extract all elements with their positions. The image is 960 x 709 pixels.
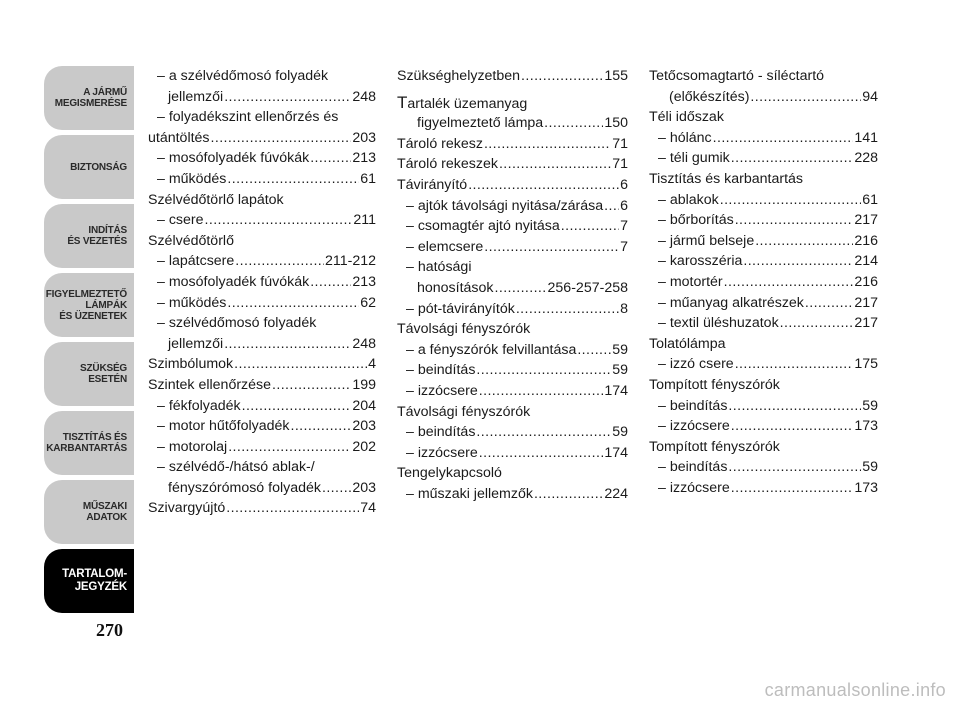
index-subentry[interactable] bbox=[148, 169, 376, 190]
index-subentry[interactable] bbox=[397, 360, 628, 381]
index-subentry[interactable] bbox=[649, 354, 878, 375]
index-subentry[interactable] bbox=[649, 128, 878, 149]
entry-text: (előkészítés) bbox=[669, 88, 750, 105]
entry-text: – fékfolyadék bbox=[157, 397, 241, 414]
index-subentry[interactable] bbox=[397, 299, 628, 320]
entry-text: Szélvédőtörlő lapátok bbox=[148, 191, 284, 208]
entry-text-rest: artalék üzemanyag bbox=[407, 95, 528, 112]
dot-leader bbox=[731, 416, 854, 437]
page-reference[interactable]: 61 bbox=[862, 191, 878, 208]
page-reference[interactable]: 214 bbox=[854, 253, 878, 270]
entry-text: honosítások bbox=[417, 279, 494, 296]
dot-leader bbox=[310, 272, 351, 293]
dot-leader bbox=[720, 190, 861, 211]
page-reference[interactable]: 155 bbox=[604, 68, 628, 84]
page-reference[interactable]: 7 bbox=[620, 238, 628, 255]
dot-leader bbox=[577, 340, 611, 361]
entry-text: – hatósági bbox=[406, 259, 472, 276]
dot-leader bbox=[534, 484, 603, 505]
page-reference[interactable]: 202 bbox=[352, 438, 376, 455]
index-subentry[interactable] bbox=[148, 87, 376, 108]
index-subentry[interactable] bbox=[148, 416, 376, 437]
index-subentry[interactable] bbox=[148, 272, 376, 293]
entry-text: – izzócsere bbox=[406, 444, 478, 461]
page-reference[interactable]: 8 bbox=[620, 300, 628, 317]
dot-leader bbox=[476, 360, 611, 381]
page-reference[interactable]: 4 bbox=[368, 356, 376, 373]
entry-text: Tetőcsomagtartó - síléctartó bbox=[649, 68, 825, 84]
page-reference[interactable]: 213 bbox=[352, 150, 376, 167]
dot-leader bbox=[235, 251, 324, 272]
index-subentry[interactable] bbox=[397, 340, 628, 361]
entry-text: jellemzői bbox=[168, 335, 224, 352]
index-subentry[interactable] bbox=[148, 293, 376, 314]
index-entry bbox=[649, 375, 878, 396]
index-subentry[interactable] bbox=[397, 381, 628, 402]
entry-text: utántöltés bbox=[148, 129, 210, 146]
entry-text: – motor hűtőfolyadék bbox=[157, 418, 290, 435]
dot-leader bbox=[272, 375, 351, 396]
index-entry[interactable] bbox=[397, 175, 628, 196]
index-subentry[interactable] bbox=[649, 313, 878, 334]
entry-text: Szükséghelyzetben bbox=[397, 68, 521, 84]
index-subentry[interactable] bbox=[649, 231, 878, 252]
index-subentry bbox=[148, 313, 376, 334]
index-subentry bbox=[148, 66, 376, 87]
entry-text: – beindítás bbox=[406, 362, 476, 379]
entry-text: – a fényszórók felvillantása bbox=[406, 341, 577, 358]
dot-leader bbox=[735, 210, 854, 231]
page-reference[interactable]: 61 bbox=[360, 170, 376, 187]
entry-text: – műszaki jellemzők bbox=[406, 485, 533, 502]
index-entry bbox=[397, 402, 628, 423]
dot-leader bbox=[755, 231, 853, 252]
index-subentry[interactable] bbox=[649, 478, 878, 499]
entry-text: Tisztítás és karbantartás bbox=[649, 170, 804, 187]
index-entry bbox=[649, 107, 878, 128]
page-reference[interactable]: 74 bbox=[360, 500, 376, 517]
entry-text: – téli gumik bbox=[658, 150, 730, 167]
dot-leader bbox=[224, 87, 351, 108]
dot-leader bbox=[731, 478, 854, 499]
index-subentry[interactable] bbox=[397, 237, 628, 258]
entry-text: Távirányító bbox=[397, 176, 468, 193]
dot-leader bbox=[211, 128, 352, 149]
dot-leader bbox=[713, 128, 854, 149]
index-subentry[interactable] bbox=[649, 148, 878, 169]
dot-leader bbox=[750, 87, 861, 108]
page-reference[interactable]: 59 bbox=[612, 341, 628, 358]
entry-text: – beindítás bbox=[658, 459, 728, 476]
dot-leader bbox=[227, 169, 359, 190]
page-reference[interactable]: 62 bbox=[360, 294, 376, 311]
index-subentry[interactable] bbox=[148, 478, 376, 499]
dot-leader bbox=[805, 293, 853, 314]
page-reference[interactable]: 59 bbox=[612, 424, 628, 441]
page-reference[interactable]: 217 bbox=[854, 315, 878, 332]
index-subentry[interactable] bbox=[397, 278, 628, 299]
dot-leader bbox=[228, 437, 351, 458]
page-reference[interactable]: 94 bbox=[862, 88, 878, 105]
index-entry[interactable] bbox=[397, 66, 628, 87]
index-subentry[interactable] bbox=[649, 87, 878, 108]
entry-text: Távolsági fényszórók bbox=[397, 321, 531, 338]
index-column-3 bbox=[649, 66, 878, 498]
index-subentry[interactable] bbox=[649, 396, 878, 417]
dot-leader bbox=[224, 334, 351, 355]
dot-leader bbox=[743, 251, 853, 272]
entry-text: – bőrborítás bbox=[658, 212, 734, 229]
entry-text: – a szélvédőmosó folyadék bbox=[157, 68, 329, 84]
dot-leader bbox=[291, 416, 352, 437]
dot-leader bbox=[310, 148, 351, 169]
index-subentry[interactable] bbox=[148, 210, 376, 231]
dot-leader bbox=[735, 354, 854, 375]
entry-text: – hólánc bbox=[658, 129, 712, 146]
index-entry bbox=[649, 334, 878, 355]
page-reference[interactable]: 213 bbox=[352, 273, 376, 290]
dot-leader bbox=[780, 313, 854, 334]
index-column-1 bbox=[148, 66, 376, 519]
page-number: 270 bbox=[96, 620, 123, 640]
entry-text: Szélvédőtörlő bbox=[148, 232, 234, 249]
dot-leader bbox=[728, 396, 861, 417]
page-reference[interactable]: 59 bbox=[862, 397, 878, 414]
entry-text: – lapátcsere bbox=[157, 253, 235, 270]
page-reference[interactable]: 175 bbox=[854, 356, 878, 373]
entry-text: Tároló rekesz bbox=[397, 135, 483, 152]
page-reference[interactable]: 256-257-258 bbox=[547, 279, 628, 296]
index-column-2 bbox=[397, 66, 628, 504]
tab-muszaki-adatok[interactable]: MŰSZAKI ADATOK bbox=[44, 480, 134, 544]
entry-text: Távolsági fényszórók bbox=[397, 403, 531, 420]
page-reference[interactable]: 174 bbox=[604, 444, 628, 461]
page-reference[interactable]: 203 bbox=[352, 479, 376, 496]
tab-figyelmezteto-lampak[interactable]: FIGYELMEZTETŐ LÁMPÁK ÉS ÜZENETEK bbox=[44, 273, 134, 337]
index-subentry[interactable] bbox=[397, 113, 628, 134]
entry-text: Tengelykapcsoló bbox=[397, 465, 502, 482]
index-subentry[interactable] bbox=[148, 334, 376, 355]
index-entry[interactable] bbox=[397, 134, 628, 155]
dot-leader bbox=[242, 396, 352, 417]
index-subentry[interactable] bbox=[148, 396, 376, 417]
dot-leader bbox=[234, 354, 367, 375]
index-entry bbox=[397, 93, 628, 114]
page-reference[interactable]: 217 bbox=[854, 212, 878, 229]
entry-text: – szélvédő-/hátsó ablak-/ bbox=[157, 459, 315, 476]
page-reference[interactable]: 59 bbox=[862, 459, 878, 476]
page-reference[interactable]: 217 bbox=[854, 294, 878, 311]
page-reference[interactable]: 204 bbox=[352, 397, 376, 414]
index-subentry[interactable] bbox=[649, 210, 878, 231]
index-subentry[interactable] bbox=[649, 293, 878, 314]
entry-text: – jármű belseje bbox=[658, 232, 755, 249]
page-reference[interactable]: 228 bbox=[854, 150, 878, 167]
dot-leader bbox=[322, 478, 351, 499]
index-subentry[interactable] bbox=[148, 128, 376, 149]
entry-text: – beindítás bbox=[658, 397, 728, 414]
index-subentry[interactable] bbox=[397, 196, 628, 217]
tab-szukseg-eseten[interactable]: SZÜKSÉG ESETÉN bbox=[44, 342, 134, 406]
tab-inditas-es-vezetes[interactable]: INDÍTÁS ÉS VEZETÉS bbox=[44, 204, 134, 268]
index-subentry[interactable] bbox=[397, 216, 628, 237]
entry-text: Tompított fényszórók bbox=[649, 438, 780, 455]
entry-text: Szintek ellenőrzése bbox=[148, 376, 272, 393]
dot-leader bbox=[516, 299, 619, 320]
page-reference[interactable]: 59 bbox=[612, 362, 628, 379]
page-reference[interactable]: 173 bbox=[854, 418, 878, 435]
page-reference[interactable]: 6 bbox=[620, 176, 628, 193]
entry-text: – izzócsere bbox=[658, 418, 730, 435]
page-reference[interactable]: 203 bbox=[352, 129, 376, 146]
dot-leader bbox=[731, 148, 854, 169]
dot-leader bbox=[724, 272, 854, 293]
dot-leader bbox=[728, 457, 861, 478]
index-subentry[interactable] bbox=[397, 443, 628, 464]
index-subentry[interactable] bbox=[649, 251, 878, 272]
entry-text: – műanyag alkatrészek bbox=[658, 294, 804, 311]
entry-text: Tolatólámpa bbox=[649, 335, 726, 352]
entry-text: – motortér bbox=[658, 273, 723, 290]
index-subentry[interactable] bbox=[148, 437, 376, 458]
index-subentry[interactable] bbox=[649, 416, 878, 437]
dot-leader bbox=[227, 293, 359, 314]
index-subentry[interactable] bbox=[649, 190, 878, 211]
index-entry bbox=[148, 190, 376, 211]
dot-leader bbox=[479, 443, 604, 464]
dot-leader bbox=[544, 113, 603, 134]
entry-text: – ajtók távolsági nyitása/zárása bbox=[406, 197, 604, 214]
page-reference[interactable]: 173 bbox=[854, 479, 878, 496]
dot-leader bbox=[468, 175, 619, 196]
index-subentry[interactable] bbox=[649, 457, 878, 478]
page-reference[interactable]: 211-212 bbox=[324, 253, 376, 270]
index-subentry[interactable] bbox=[148, 251, 376, 272]
dot-leader bbox=[499, 154, 611, 175]
index-subentry[interactable] bbox=[397, 422, 628, 443]
index-subentry bbox=[148, 107, 376, 128]
entry-text: – mosófolyadék fúvókák bbox=[157, 273, 310, 290]
entry-text: Tompított fényszórók bbox=[649, 376, 780, 393]
entry-text: – mosófolyadék fúvókák bbox=[157, 150, 310, 167]
entry-text: Téli időszak bbox=[649, 109, 724, 126]
page-reference[interactable]: 71 bbox=[612, 135, 628, 152]
index-entry[interactable] bbox=[148, 498, 376, 519]
entry-text: figyelmeztető lámpa bbox=[417, 115, 544, 132]
entry-text: – izzócsere bbox=[658, 479, 730, 496]
page-reference[interactable]: 211 bbox=[353, 212, 376, 229]
entry-text: Szivargyújtó bbox=[148, 500, 226, 517]
entry-text: – karosszéria bbox=[658, 253, 743, 270]
dot-leader bbox=[484, 237, 619, 258]
index-subentry[interactable] bbox=[649, 272, 878, 293]
entry-text bbox=[397, 93, 527, 115]
tab-biztonsag[interactable]: BIZTONSÁG bbox=[44, 135, 134, 199]
entry-text: – szélvédőmosó folyadék bbox=[157, 315, 317, 332]
dot-leader bbox=[205, 210, 353, 231]
entry-text: – csomagtér ajtó nyitása bbox=[406, 218, 560, 235]
page-reference[interactable]: 224 bbox=[604, 485, 628, 502]
tab-tisztitas-es-karbantartas[interactable]: TISZTÍTÁS ÉS KARBANTARTÁS bbox=[44, 411, 134, 475]
entry-text: – működés bbox=[157, 170, 227, 187]
page-reference[interactable]: 216 bbox=[854, 273, 878, 290]
entry-text: fényszórómosó folyadék bbox=[168, 479, 321, 496]
dot-leader bbox=[226, 498, 359, 519]
dot-leader bbox=[561, 216, 619, 237]
dot-leader bbox=[495, 278, 547, 299]
dot-leader bbox=[484, 134, 611, 155]
watermark: carmanualsonline.info bbox=[764, 680, 946, 700]
entry-text: – izzó csere bbox=[658, 356, 734, 373]
index-entry bbox=[649, 169, 878, 190]
page-reference[interactable]: 150 bbox=[604, 115, 628, 132]
page-reference[interactable]: 199 bbox=[352, 376, 376, 393]
index-entry[interactable] bbox=[148, 354, 376, 375]
entry-text: – elemcsere bbox=[406, 238, 484, 255]
entry-text: – működés bbox=[157, 294, 227, 311]
page-reference[interactable]: 216 bbox=[854, 232, 878, 249]
index-entry bbox=[148, 231, 376, 252]
page-reference[interactable]: 141 bbox=[854, 129, 878, 146]
entry-text: – pót-távirányítók bbox=[406, 300, 515, 317]
index-entry bbox=[649, 66, 878, 87]
page-reference[interactable]: 6 bbox=[620, 197, 628, 214]
index-subentry bbox=[397, 257, 628, 278]
dot-leader bbox=[604, 196, 619, 217]
page-reference[interactable]: 248 bbox=[352, 88, 376, 105]
drop-letter: T bbox=[397, 92, 408, 112]
index-entry bbox=[397, 319, 628, 340]
entry-text: – izzócsere bbox=[406, 382, 478, 399]
index-entry bbox=[649, 437, 878, 458]
entry-text: – csere bbox=[157, 212, 204, 229]
entry-text: – ablakok bbox=[658, 191, 719, 208]
entry-text: – textil üléshuzatok bbox=[658, 315, 779, 332]
entry-text: – folyadékszint ellenőrzés és bbox=[157, 109, 339, 126]
dot-leader bbox=[476, 422, 611, 443]
index-subentry bbox=[148, 457, 376, 478]
tab-tartalomjegyzek[interactable]: TARTALOM- JEGYZÉK bbox=[44, 549, 134, 613]
page-reference[interactable]: 248 bbox=[352, 335, 376, 352]
dot-leader bbox=[479, 381, 604, 402]
index-subentry[interactable] bbox=[397, 484, 628, 505]
index-subentry[interactable] bbox=[148, 148, 376, 169]
entry-text: Tároló rekeszek bbox=[397, 156, 498, 173]
index-entry[interactable] bbox=[397, 154, 628, 175]
index-entry[interactable] bbox=[148, 375, 376, 396]
entry-text: jellemzői bbox=[168, 88, 224, 105]
entry-text: – beindítás bbox=[406, 424, 476, 441]
index-entry bbox=[397, 463, 628, 484]
tab-a-jarmu-megismerese[interactable]: A JÁRMŰ MEGISMERÉSE bbox=[44, 66, 134, 130]
page-reference[interactable]: 71 bbox=[612, 156, 628, 173]
page-reference[interactable]: 7 bbox=[620, 218, 628, 235]
entry-text: Szimbólumok bbox=[148, 356, 234, 373]
page-reference[interactable]: 203 bbox=[352, 418, 376, 435]
page-reference[interactable]: 174 bbox=[604, 382, 628, 399]
entry-text: – motorolaj bbox=[157, 438, 228, 455]
dot-leader bbox=[521, 66, 603, 87]
